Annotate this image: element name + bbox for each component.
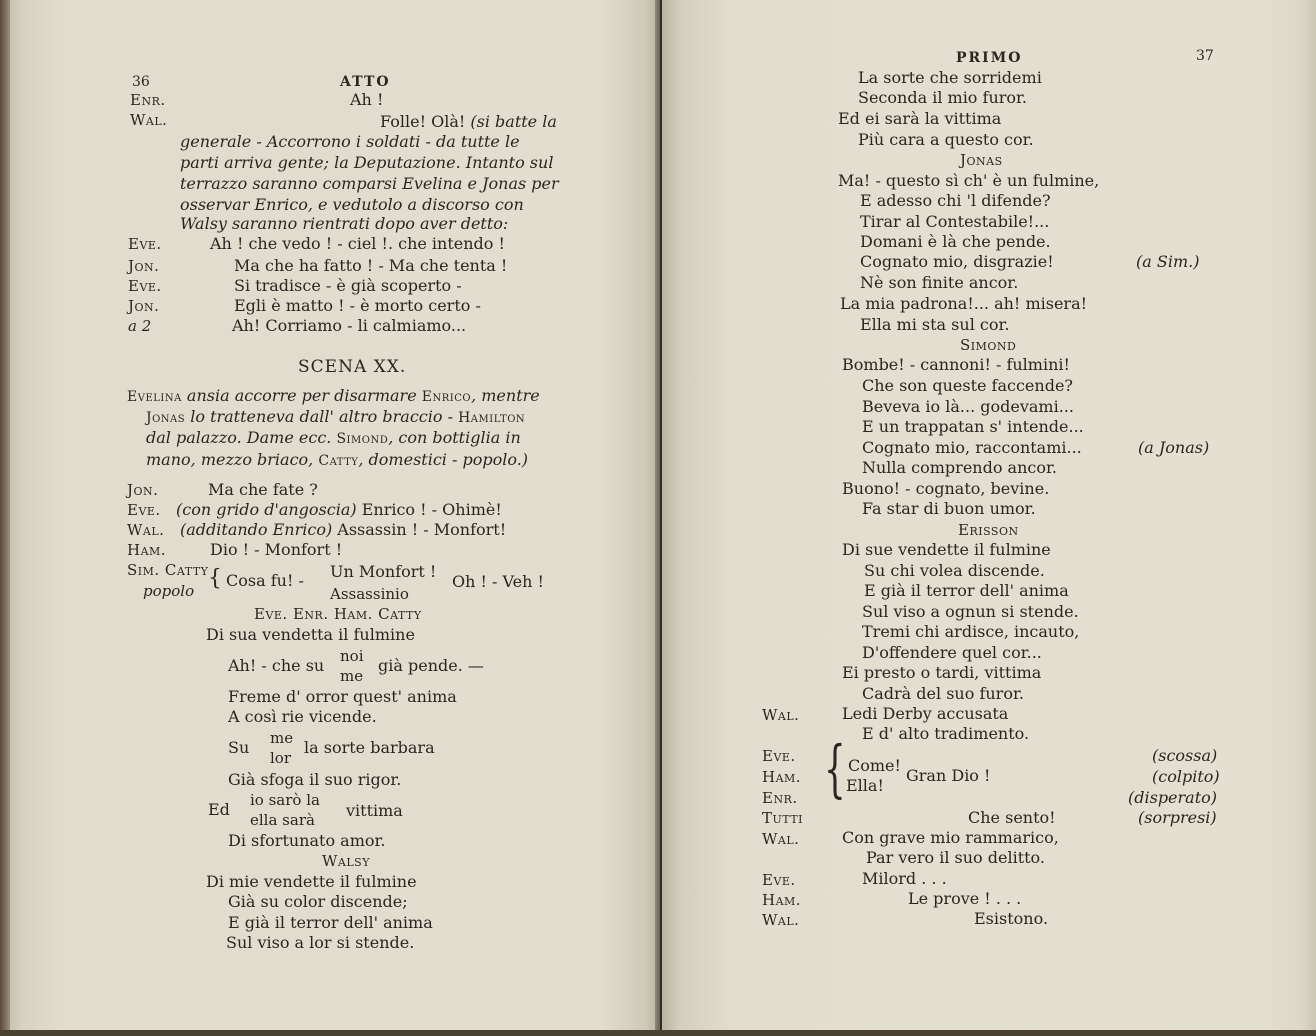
verse-line: E già il terror dell' anima xyxy=(864,581,1069,600)
line xyxy=(180,520,506,540)
line: Ah ! xyxy=(350,90,384,109)
verse-line: Su xyxy=(228,738,250,757)
stage-direction: (a Jonas) xyxy=(1138,438,1210,457)
running-head: ATTO xyxy=(340,74,391,90)
verse-line: Su chi volea discende. xyxy=(864,561,1045,580)
brace-icon: { xyxy=(824,732,846,805)
verse-line: Come! xyxy=(848,756,901,775)
speaker-heading: Simond xyxy=(960,336,1017,354)
verse-line: La mia padrona!... ah! misera! xyxy=(840,294,1088,313)
verse-line: già pende. — xyxy=(378,656,484,675)
line: Ah! Corriamo - li calmiamo... xyxy=(232,316,467,335)
verse-line: E adesso chi 'l difende? xyxy=(860,191,1051,210)
verse-line: Cadrà del suo furor. xyxy=(862,684,1024,703)
verse-line: A così rie vicende. xyxy=(228,707,377,726)
running-head: PRIMO xyxy=(956,50,1023,66)
verse-line: Beveva io là... godevami... xyxy=(862,397,1074,416)
verse-line: Gran Dio ! xyxy=(906,766,991,785)
verse-line: Cognato mio, raccontami... xyxy=(862,438,1082,457)
verse-line: Con grave mio rammarico, xyxy=(842,828,1059,847)
speaker-heading: Walsy xyxy=(322,852,370,870)
character: Jonas xyxy=(146,410,186,426)
verse-line: Ma! - questo sì ch' è un fulmine, xyxy=(838,171,1100,190)
verse-line: Nulla comprendo ancor. xyxy=(862,458,1057,477)
speaker: Eve. xyxy=(128,235,162,253)
verse-variant: me xyxy=(270,729,294,747)
verse-line: Milord . . . xyxy=(862,869,947,888)
speaker: Eve. xyxy=(762,747,796,765)
verse-line: Ella mi sta sul cor. xyxy=(860,315,1010,334)
line-text: Enrico ! - Ohimè! xyxy=(356,500,502,519)
page-number: 36 xyxy=(132,74,150,90)
stage-direction: Walsy saranno rientrati dopo aver detto: xyxy=(180,214,509,233)
line: Ma che ha fatto ! - Ma che tenta ! xyxy=(234,256,508,275)
speaker: Jon. xyxy=(128,257,160,275)
line xyxy=(176,500,502,520)
line xyxy=(380,112,557,132)
stage-direction xyxy=(146,407,525,428)
verse-line: E d' alto tradimento. xyxy=(862,724,1030,743)
speaker: Wal. xyxy=(130,111,168,129)
line: Egli è matto ! - è morto certo - xyxy=(234,296,481,315)
stage-direction: parti arriva gente; la Deputazione. Intanto sul xyxy=(180,153,554,172)
verse-line: D'offendere quel cor... xyxy=(862,643,1042,662)
speakers-heading: Eve. Enr. Ham. Catty xyxy=(254,605,422,623)
speaker: Sim. Catty xyxy=(127,561,209,579)
stage-text: ansia accorre per disarmare xyxy=(181,386,422,405)
brace-icon: { xyxy=(208,566,222,591)
verse-line: Ei presto o tardi, vittima xyxy=(842,663,1042,682)
verse-line: Ed ei sarà la vittima xyxy=(838,109,1002,128)
verse-line: Cognato mio, disgrazie! xyxy=(860,252,1054,271)
speaker: a 2 xyxy=(128,317,152,335)
line: Assassinio xyxy=(330,585,409,603)
character: Enrico xyxy=(421,389,472,405)
verse-line: Ledi Derby accusata xyxy=(842,704,1009,723)
stage-direction: terrazzo saranno comparsi Evelina e Jonas per xyxy=(180,174,559,193)
book-bottom-edge xyxy=(0,1030,1316,1036)
speaker: Ham. xyxy=(127,541,167,559)
verse-line: Ah! - che su xyxy=(228,656,325,675)
verse-line: Ed xyxy=(208,800,230,819)
verse-line: Di sua vendetta il fulmine xyxy=(206,625,415,644)
character: Simond xyxy=(336,431,389,447)
verse-line: Che sento! xyxy=(968,808,1056,827)
verse-line: Par vero il suo delitto. xyxy=(866,848,1045,867)
right-page xyxy=(662,0,1316,1036)
character: Evelina xyxy=(127,389,182,405)
verse-line: Nè son finite ancor. xyxy=(860,273,1019,292)
character: Hamilton xyxy=(458,410,526,426)
speaker: Jon. xyxy=(127,481,159,499)
verse-variant: io sarò la xyxy=(250,791,320,809)
stage-direction: (sorpresi) xyxy=(1138,808,1217,827)
verse-variant: ella sarà xyxy=(250,811,315,829)
verse-line: Seconda il mio furor. xyxy=(858,88,1028,107)
stage-direction: osservar Enrico, e vedutolo a discorso con xyxy=(180,195,524,214)
speaker: Eve. xyxy=(762,871,796,889)
character: Catty xyxy=(318,453,359,469)
verse-line: Che son queste faccende? xyxy=(862,376,1073,395)
speaker: Tutti xyxy=(762,809,803,827)
verse-line: Di sfortunato amor. xyxy=(228,831,386,850)
stage-direction: (disperato) xyxy=(1128,788,1218,807)
verse-line: Tremi chi ardisce, incauto, xyxy=(862,622,1080,641)
stage-text: dal palazzo. Dame ecc. xyxy=(146,428,337,447)
stage-text: , domestici - popolo.) xyxy=(358,450,529,469)
verse-line: E già il terror dell' anima xyxy=(228,913,433,932)
verse-line: Ella! xyxy=(846,776,884,795)
stage-direction xyxy=(146,428,521,449)
stage-direction: (a Sim.) xyxy=(1136,252,1200,271)
speaker-heading: Jonas xyxy=(960,151,1003,169)
page-number: 37 xyxy=(1196,48,1214,64)
verse-line: Esistono. xyxy=(974,909,1049,928)
stage-direction xyxy=(146,450,528,471)
line: Un Monfort ! xyxy=(330,562,437,581)
speaker: Wal. xyxy=(127,521,165,539)
scene-title: SCENA XX. xyxy=(298,357,407,377)
speaker: Ham. xyxy=(762,891,802,909)
stage-direction: generale - Accorrono i soldati - da tutte le xyxy=(180,132,520,151)
stage-text: , con bottiglia in xyxy=(388,428,521,447)
verse-line: vittima xyxy=(346,801,403,820)
verse-variant: noi xyxy=(340,647,364,665)
verse-line: Le prove ! . . . xyxy=(908,889,1022,908)
stage-direction: (colpito) xyxy=(1152,767,1220,786)
verse-line: Bombe! - cannoni! - fulmini! xyxy=(842,355,1070,374)
stage-direction: (scossa) xyxy=(1152,746,1218,765)
verse-line: Già su color discende; xyxy=(228,892,408,911)
verse-line: Domani è là che pende. xyxy=(860,232,1051,251)
speaker-heading: Erisson xyxy=(958,521,1019,539)
stage-direction: (con grido d'angoscia) xyxy=(176,500,357,519)
verse-line: Di mie vendette il fulmine xyxy=(206,872,417,891)
speaker: Ham. xyxy=(762,768,802,786)
verse-line: Già sfoga il suo rigor. xyxy=(228,770,402,789)
book-edge xyxy=(0,0,10,1036)
speaker: Wal. xyxy=(762,911,800,929)
verse-line: Buono! - cognato, bevine. xyxy=(842,479,1050,498)
verse-line: Più cara a questo cor. xyxy=(858,130,1034,149)
speaker: Enr. xyxy=(130,91,166,109)
line-text: Folle! Olà! xyxy=(380,112,471,131)
speaker: Eve. xyxy=(128,277,162,295)
verse-line: E un trappatan s' intende... xyxy=(862,417,1084,436)
line: Ah ! che vedo ! - ciel !. che intendo ! xyxy=(210,234,505,253)
line-text: Assassin ! - Monfort! xyxy=(332,520,507,539)
speaker: Enr. xyxy=(762,789,798,807)
line: Dio ! - Monfort ! xyxy=(210,540,343,559)
line: Cosa fu! - xyxy=(226,571,304,590)
verse-variant: lor xyxy=(270,749,291,767)
stage-text: mano, mezzo briaco, xyxy=(146,450,319,469)
speaker: Wal. xyxy=(762,830,800,848)
line: Si tradisce - è già scoperto - xyxy=(234,276,462,295)
verse-line: Di sue vendette il fulmine xyxy=(842,540,1051,559)
line: Oh ! - Veh ! xyxy=(452,572,544,591)
speaker: Wal. xyxy=(762,706,800,724)
stage-direction: (additando Enrico) xyxy=(180,520,333,539)
verse-line: Sul viso a ognun si stende. xyxy=(862,602,1079,621)
speaker: Eve. xyxy=(127,501,161,519)
verse-line: Sul viso a lor si stende. xyxy=(226,933,415,952)
verse-line: Freme d' orror quest' anima xyxy=(228,687,457,706)
stage-text: , mentre xyxy=(471,386,540,405)
speaker: Jon. xyxy=(128,297,160,315)
stage-text: lo tratteneva dall' altro braccio - xyxy=(185,407,459,426)
line: Ma che fate ? xyxy=(208,480,318,499)
verse-variant: me xyxy=(340,667,364,685)
verse-line: la sorte barbara xyxy=(304,738,435,757)
verse-line: Fa star di buon umor. xyxy=(862,499,1036,518)
stage-direction: (si batte la xyxy=(470,112,557,131)
verse-line: La sorte che sorridemi xyxy=(858,68,1042,87)
stage-direction xyxy=(127,386,540,407)
verse-line: Tirar al Contestabile!... xyxy=(860,212,1050,231)
speaker: popolo xyxy=(143,582,195,600)
